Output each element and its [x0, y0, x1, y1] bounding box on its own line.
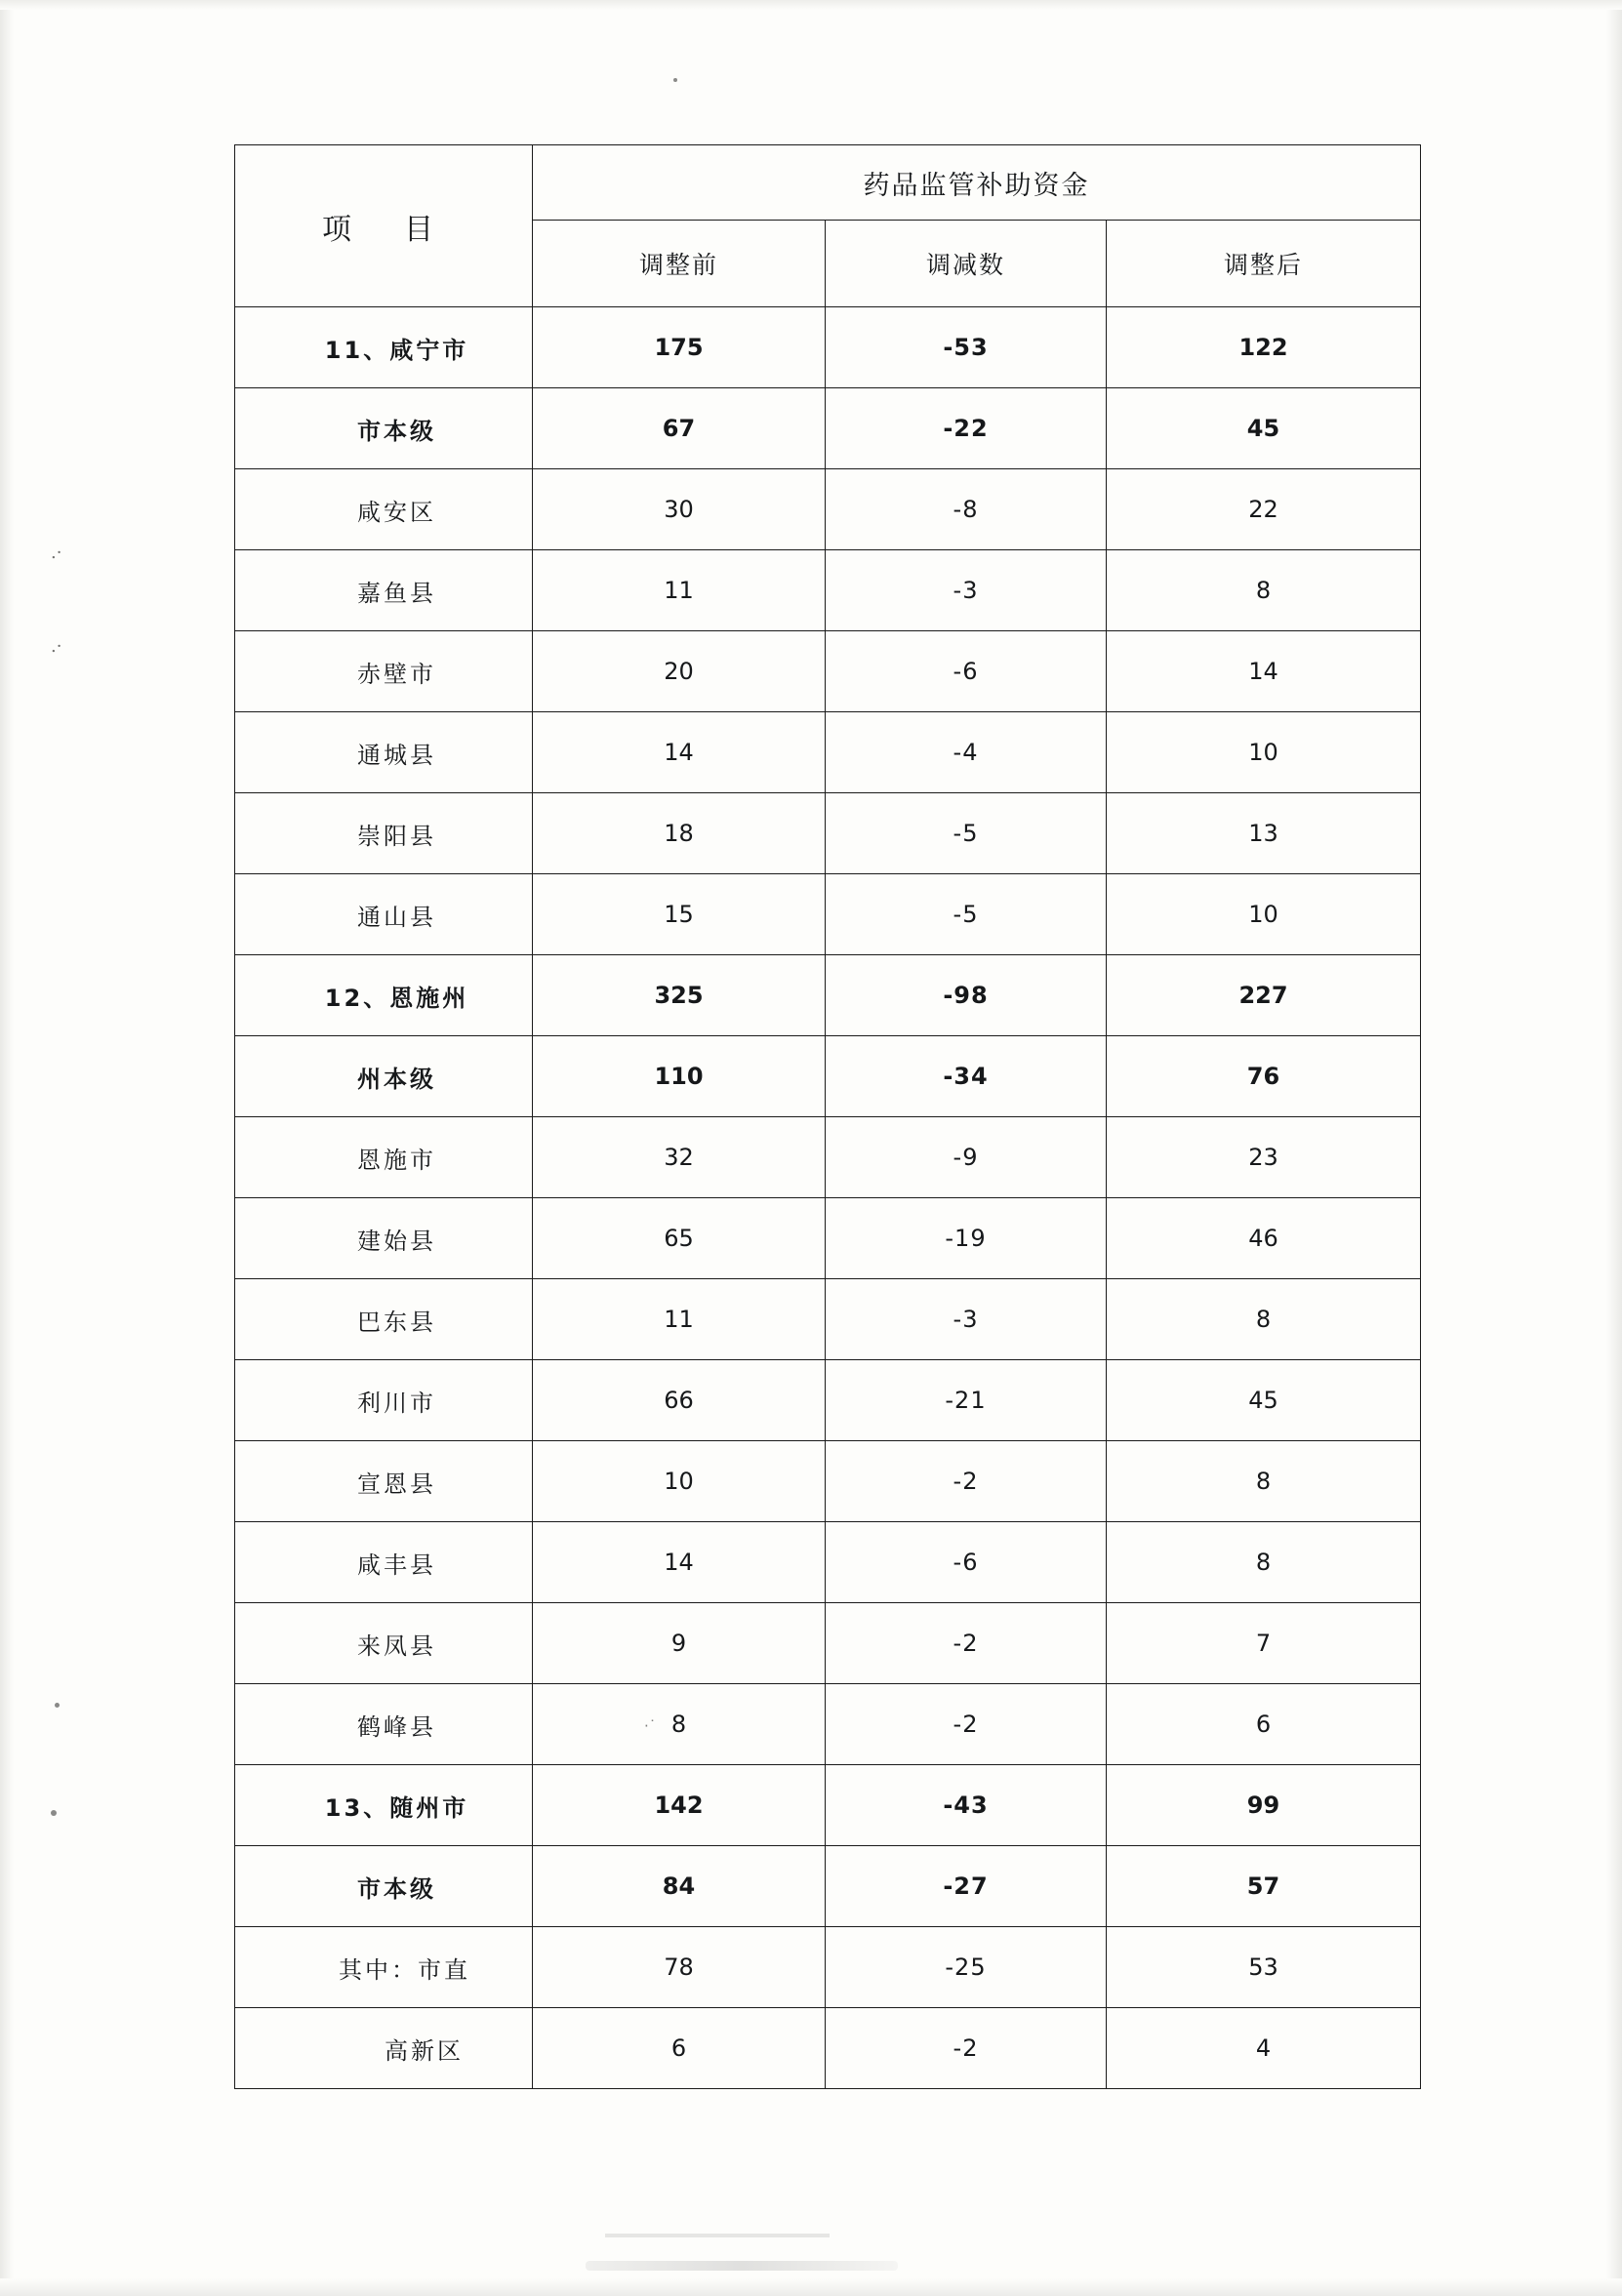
row-label: 通城县 [235, 712, 533, 793]
table-row [235, 1036, 1421, 1117]
table-header-row-1 [235, 145, 1421, 221]
cell-before: 6 [533, 2008, 826, 2089]
cell-after: 227 [1107, 955, 1421, 1036]
table-row [235, 550, 1421, 631]
row-label: 市本级 [235, 1846, 533, 1927]
cell-before: 20 [533, 631, 826, 712]
page-edge-bottom [0, 2278, 1622, 2296]
scan-speck [51, 1810, 57, 1816]
cell-cut: -9 [826, 1117, 1107, 1198]
cell-after: 53 [1107, 1927, 1421, 2008]
table-row [235, 1927, 1421, 2008]
row-label: 市本级 [235, 388, 533, 469]
table-row [235, 1603, 1421, 1684]
cell-after: 6 [1107, 1684, 1421, 1765]
table-row [235, 1279, 1421, 1360]
table-row [235, 955, 1421, 1036]
cell-before: 9 [533, 1603, 826, 1684]
cell-after: 99 [1107, 1765, 1421, 1846]
cell-before: 8 [533, 1684, 826, 1765]
cell-cut: -5 [826, 874, 1107, 955]
table-row [235, 307, 1421, 388]
row-label: 通山县 [235, 874, 533, 955]
cell-before: 66 [533, 1360, 826, 1441]
cell-before: 11 [533, 550, 826, 631]
cell-before: 15 [533, 874, 826, 955]
scan-artifact-mark: .· [51, 543, 62, 563]
table-row [235, 631, 1421, 712]
cell-cut: -6 [826, 1522, 1107, 1603]
cell-cut: -2 [826, 2008, 1107, 2089]
cell-cut: -43 [826, 1765, 1107, 1846]
row-label: 赤壁市 [235, 631, 533, 712]
page-edge-right [1606, 0, 1622, 2296]
cell-before: 30 [533, 469, 826, 550]
row-label: 崇阳县 [235, 793, 533, 874]
cell-before: 325 [533, 955, 826, 1036]
scan-speck [673, 78, 677, 82]
cell-after: 8 [1107, 550, 1421, 631]
cell-after: 7 [1107, 1603, 1421, 1684]
row-label: 州本级 [235, 1036, 533, 1117]
table-row [235, 793, 1421, 874]
cell-cut: -22 [826, 388, 1107, 469]
cell-after: 14 [1107, 631, 1421, 712]
row-label: 建始县 [235, 1198, 533, 1279]
cell-before: 67 [533, 388, 826, 469]
cell-cut: -34 [826, 1036, 1107, 1117]
cell-after: 23 [1107, 1117, 1421, 1198]
cell-before: 65 [533, 1198, 826, 1279]
row-label: 13、随州市 [235, 1765, 533, 1846]
cell-after: 76 [1107, 1036, 1421, 1117]
cell-cut: -6 [826, 631, 1107, 712]
cell-after: 57 [1107, 1846, 1421, 1927]
scan-bottom-line [605, 2234, 830, 2237]
row-label: 高新区 [235, 2008, 533, 2089]
cell-cut: -27 [826, 1846, 1107, 1927]
scan-speck [55, 1703, 60, 1708]
cell-cut: -8 [826, 469, 1107, 550]
cell-before: 175 [533, 307, 826, 388]
cell-before: 142 [533, 1765, 826, 1846]
header-col-before: 调整前 [533, 221, 826, 307]
row-label: 恩施市 [235, 1117, 533, 1198]
cell-before: 10 [533, 1441, 826, 1522]
table-row [235, 874, 1421, 955]
row-label: 咸丰县 [235, 1522, 533, 1603]
row-label: 巴东县 [235, 1279, 533, 1360]
cell-cut: -4 [826, 712, 1107, 793]
cell-cut: -2 [826, 1603, 1107, 1684]
page-edge-left [0, 0, 14, 2296]
table-row [235, 1360, 1421, 1441]
cell-before: 14 [533, 712, 826, 793]
page-edge-top [0, 0, 1622, 10]
cell-cut: -25 [826, 1927, 1107, 2008]
cell-before: 78 [533, 1927, 826, 2008]
cell-before: 84 [533, 1846, 826, 1927]
scan-smudge: ·˙ [644, 1717, 657, 1735]
cell-cut: -3 [826, 1279, 1107, 1360]
table-row [235, 1684, 1421, 1765]
row-label: 咸安区 [235, 469, 533, 550]
table-row [235, 1765, 1421, 1846]
cell-after: 8 [1107, 1279, 1421, 1360]
fund-adjustment-table [234, 144, 1421, 2089]
fund-adjustment-table-container [234, 144, 1420, 2089]
cell-cut: -2 [826, 1441, 1107, 1522]
cell-before: 18 [533, 793, 826, 874]
cell-before: 110 [533, 1036, 826, 1117]
header-item-cell: 项 目 [235, 145, 533, 307]
header-main-title: 药品监管补助资金 [533, 145, 1421, 221]
cell-cut: -2 [826, 1684, 1107, 1765]
table-row [235, 469, 1421, 550]
table-row [235, 712, 1421, 793]
row-label: 12、恩施州 [235, 955, 533, 1036]
cell-after: 8 [1107, 1441, 1421, 1522]
cell-cut: -53 [826, 307, 1107, 388]
cell-after: 8 [1107, 1522, 1421, 1603]
row-label: 宣恩县 [235, 1441, 533, 1522]
cell-before: 14 [533, 1522, 826, 1603]
cell-after: 46 [1107, 1198, 1421, 1279]
cell-after: 10 [1107, 712, 1421, 793]
row-label: 鹤峰县 [235, 1684, 533, 1765]
scan-artifact-mark: .· [51, 636, 62, 657]
cell-before: 32 [533, 1117, 826, 1198]
header-col-cut: 调减数 [826, 221, 1107, 307]
table-row [235, 1117, 1421, 1198]
table-row [235, 1441, 1421, 1522]
cell-after: 4 [1107, 2008, 1421, 2089]
cell-after: 45 [1107, 388, 1421, 469]
row-label: 利川市 [235, 1360, 533, 1441]
cell-after: 122 [1107, 307, 1421, 388]
cell-cut: -5 [826, 793, 1107, 874]
row-label: 嘉鱼县 [235, 550, 533, 631]
cell-cut: -3 [826, 550, 1107, 631]
table-row [235, 2008, 1421, 2089]
cell-cut: -19 [826, 1198, 1107, 1279]
cell-after: 10 [1107, 874, 1421, 955]
cell-after: 13 [1107, 793, 1421, 874]
cell-cut: -98 [826, 955, 1107, 1036]
cell-after: 45 [1107, 1360, 1421, 1441]
cell-cut: -21 [826, 1360, 1107, 1441]
cell-after: 22 [1107, 469, 1421, 550]
row-label: 其中：市直 [235, 1927, 533, 2008]
table-row [235, 1522, 1421, 1603]
table-row [235, 388, 1421, 469]
table-row [235, 1846, 1421, 1927]
scan-bottom-smudge [586, 2261, 898, 2271]
row-label: 来凤县 [235, 1603, 533, 1684]
row-label: 11、咸宁市 [235, 307, 533, 388]
header-col-after: 调整后 [1107, 221, 1421, 307]
cell-before: 11 [533, 1279, 826, 1360]
table-row [235, 1198, 1421, 1279]
